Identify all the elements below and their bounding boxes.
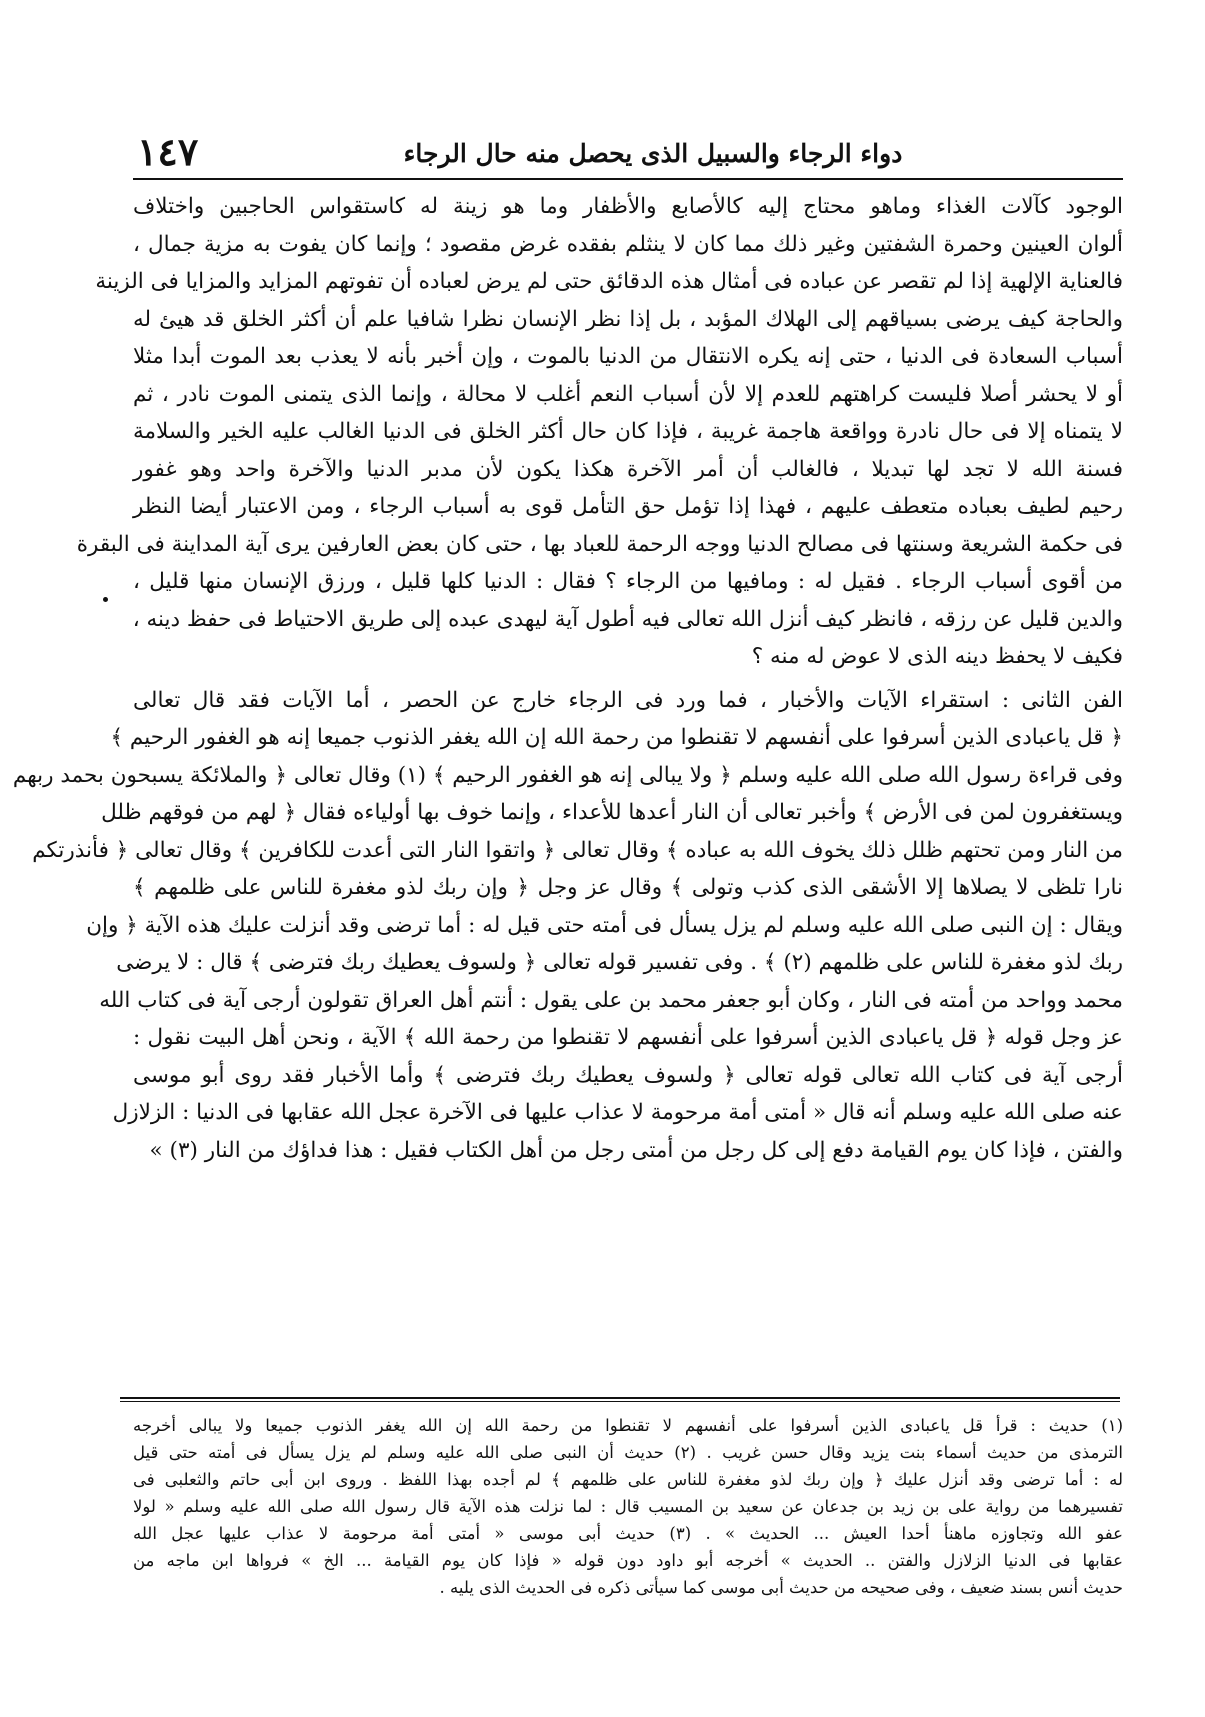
margin-mark <box>103 597 108 602</box>
text-line: عز وجل قوله ﴿ قل ياعبادى الذين أسرفوا على أنفسهم لا تقنطوا من رحمة الله ﴾ الآية ، ونحن أهل البيت نقول : <box>133 1025 1123 1050</box>
paragraph-2 <box>12 682 1123 1170</box>
text-line: عنه صلى الله عليه وسلم أنه قال « أمتى أمة مرحومة لا عذاب عليها فى الآخرة عجل الله عقابها فى الدنيا : الزلازل <box>112 1100 1123 1125</box>
footnote-rule <box>120 1397 1120 1399</box>
footnotes <box>133 1412 1123 1601</box>
text-line: والفتن ، فإذا كان يوم القيامة دفع إلى كل رجل من أمتى رجل من أهل الكتاب فقيل : هذا فداؤك من النار (٣) » <box>149 1137 1123 1163</box>
header-rule <box>133 178 1123 180</box>
footnote-line: (١) حديث : قرأ قل ياعبادى الذين أسرفوا على أنفسهم لا تقنطوا من رحمة الله إن الله يغفر الذنوب جميعا ولا يبالى أخرجه <box>133 1416 1123 1435</box>
footnote-rule-thin <box>120 1401 1120 1402</box>
text-line: والدين قليل عن رزقه ، فانظر كيف أنزل الله تعالى فيه أطول آية ليهدى عبده إلى طريق الاحتياط فى حفظ دينه ، <box>132 606 1123 632</box>
text-line: من النار ومن تحتهم ظلل ذلك يخوف الله به عباده ﴾ وقال تعالى ﴿ واتقوا النار التى أعدت للكافرين ﴾ وقال تعالى ﴿ فأنذرتكم <box>32 837 1123 863</box>
text-line: من أقوى أسباب الرجاء . فقيل له : ومافيها من الرجاء ؟ فقال : الدنيا كلها قليل ، ورزق الإنسان منها قليل ، <box>133 569 1123 594</box>
text-line: أسباب السعادة فى الدنيا ، حتى إنه يكره الانتقال من الدنيا بالموت ، وإن أخبر بأنه لا يعذب بعد الموت أبدا مثلا <box>133 344 1123 369</box>
main-text <box>12 188 1123 1169</box>
text-line: أو لا يحشر أصلا فليست كراهتهم للعدم إلا لأن أسباب النعم أغلب لا محالة ، وإنما الذى يتمنى الموت نادر ، ثم <box>133 381 1123 407</box>
paragraph-1 <box>76 188 1123 676</box>
text-line: الوجود كآلات الغذاء وماهو محتاج إليه كالأصابع والأظفار وما هو زينة له كاستقواس الحاجبين واختلاف <box>133 194 1123 219</box>
footnote-line: له : أما ترضى وقد أنزل عليك ﴿ وإن ربك لذو مغفرة للناس على ظلمهم ﴾ لم أجده بهذا اللفظ . وروى ابن أبى حاتم والثعلبى فى <box>133 1470 1123 1489</box>
text-line: وفى قراءة رسول الله صلى الله عليه وسلم ﴿ ولا يبالى إنه هو الغفور الرحيم ﴾ (١) وقال تعالى ﴿ والملائكة يسبحون بحمد ربهم <box>12 762 1123 788</box>
footnote-line: عقابها فى الدنيا الزلازل والفتن .. الحديث » أخرجه أبو داود دون قوله « فإذا كان يوم القيامة ... الخ » فرواها ابن ماجه من <box>133 1551 1123 1570</box>
text-line: محمد وواحد من أمته فى النار ، وكان أبو جعفر محمد بن على يقول : أنتم أهل العراق تقولون أرجى آية فى كتاب الله <box>99 987 1123 1013</box>
text-line: فكيف لا يحفظ دينه الذى لا عوض له منه ؟ <box>751 644 1123 669</box>
text-line: نارا تلظى لا يصلاها إلا الأشقى الذى كذب وتولى ﴾ وقال عز وجل ﴿ وإن ربك لذو مغفرة للناس على ظلمهم ﴾ <box>133 875 1123 900</box>
text-line: ويقال : إن النبى صلى الله عليه وسلم لم يزل يسأل فى أمته حتى قيل له : أما ترضى وقد أنزلت عليك هذه الآية ﴿ وإن <box>86 912 1123 938</box>
footnote-line: عفو الله وتجاوزه ماهنأ أحدا العيش ... الحديث » . (٣) حديث أبى موسى « أمتى أمة مرحومة لا عذاب عليها عجل الله <box>133 1524 1123 1543</box>
page-header <box>133 128 1123 180</box>
text-line: فالعناية الإلهية إذا لم تقصر عن عباده فى أمثال هذه الدقائق حتى لم يرض لعباده أن تفوتهم المزايد والمزايا فى الزينة <box>95 269 1123 294</box>
text-line: لا يتمناه إلا فى حال نادرة وواقعة هاجمة غريبة ، فإذا كان حال أكثر الخلق فى الدنيا الغالب عليه الخير والسلامة <box>133 419 1123 444</box>
text-line: رحيم لطيف بعباده متعطف عليهم ، فهذا إذا تؤمل حق التأمل قوى به أسباب الرجاء ، ومن الاعتبار أيضا النظر <box>133 494 1123 519</box>
footnote-line: الترمذى من حديث أسماء بنت يزيد وقال حسن غريب . (٢) حديث أن النبى صلى الله عليه وسلم لم يزل يسأل فى أمته حتى قيل <box>133 1443 1123 1462</box>
text-line: فسنة الله لا تجد لها تبديلا ، فالغالب أن أمر الآخرة هكذا يكون لأن مدبر الدنيا والآخرة واحد وهو غفور <box>133 456 1123 482</box>
text-line: والحاجة كيف يرضى بسياقهم إلى الهلاك المؤبد ، بل إذا نظر الإنسان نظرا شافيا علم أن أكثر الخلق قد هيئ له <box>133 306 1123 332</box>
footnote-line: تفسيرهما من رواية على بن زيد بن جدعان عن سعيد بن المسيب قال : لما نزلت هذه الآية قال رسول الله صلى الله عليه وسلم « لولا <box>133 1497 1123 1516</box>
text-line: ربك لذو مغفرة للناس على ظلمهم (٢) ﴾ . وفى تفسير قوله تعالى ﴿ ولسوف يعطيك ربك فترضى ﴾ قال : لا يرضى <box>116 950 1123 975</box>
text-line: فى حكمة الشريعة وسنتها فى مصالح الدنيا ووجه الرحمة للعباد بها ، حتى كان بعض العارفين يرى آية المداينة فى البقرة <box>76 531 1123 557</box>
text-line: الفن الثانى : استقراء الآيات والأخبار ، فما ورد فى الرجاء خارج عن الحصر ، أما الآيات فقد قال تعالى <box>133 687 1123 713</box>
text-line: ويستغفرون لمن فى الأرض ﴾ وأخبر تعالى أن النار أعدها للأعداء ، وإنما خوف بها أولياءه فقال ﴿ لهم من فوقهم ظلل <box>101 800 1123 825</box>
text-line: ﴿ قل ياعبادى الذين أسرفوا على أنفسهم لا تقنطوا من رحمة الله إن الله يغفر الذنوب جميعا إنه هو الغفور الرحيم ﴾ <box>110 725 1123 750</box>
page-number: ١٤٧ <box>137 129 199 174</box>
text-line: أرجى آية فى كتاب الله تعالى قوله تعالى ﴿ ولسوف يعطيك ربك فترضى ﴾ وأما الأخبار فقد روى أبو موسى <box>133 1062 1123 1088</box>
text-line: ألوان العينين وحمرة الشفتين وغير ذلك مما كان لا ينثلم بفقده غرض مقصود ؛ وإنما كان يفوت به مزية جمال ، <box>133 231 1123 257</box>
running-title: دواء الرجاء والسبيل الذى يحصل منه حال الرجاء <box>403 139 903 168</box>
footnote-line: حديث أنس بسند ضعيف ، وفى صحيحه من حديث أبى موسى كما سيأتى ذكره فى الحديث الذى يليه . <box>439 1578 1123 1597</box>
